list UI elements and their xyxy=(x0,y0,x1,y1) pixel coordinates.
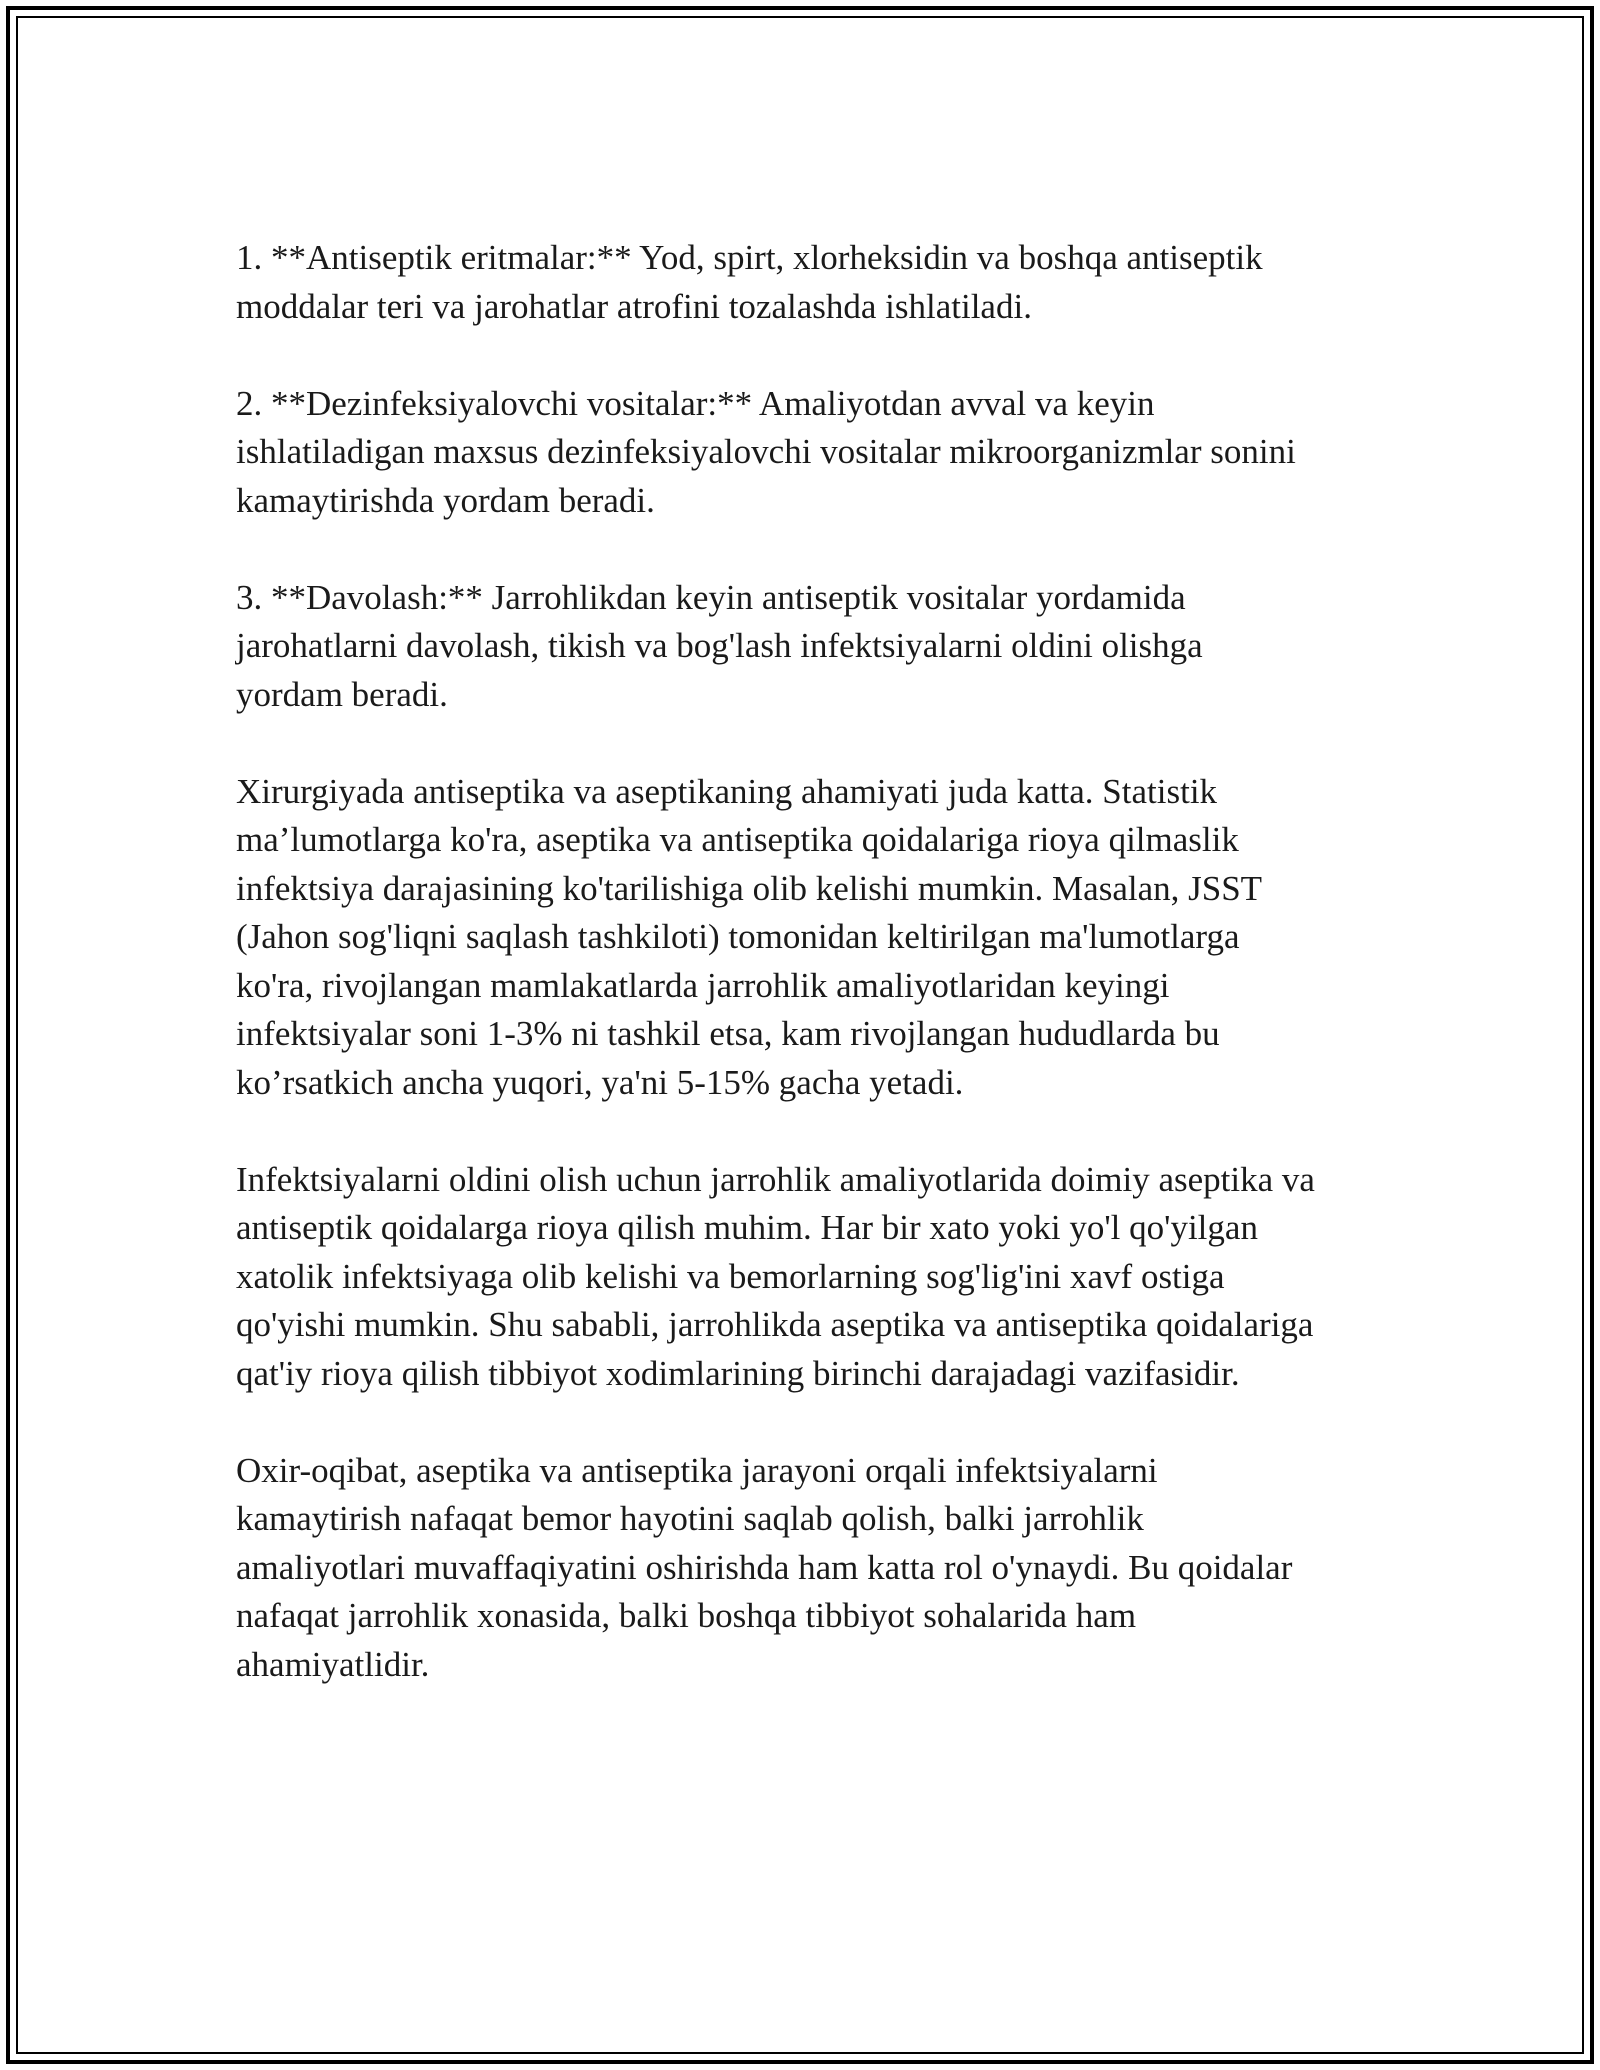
paragraph xyxy=(236,234,1376,331)
text-line: nafaqat jarrohlik xonasida, balki boshqa tibbiyot sohalarida ham xyxy=(236,1596,1137,1635)
paragraph xyxy=(236,380,1376,526)
text-line: yordam beradi. xyxy=(236,674,448,714)
text-line: qat'iy rioya qilish tibbiyot xodimlarining birinchi darajadagi vazifasidir. xyxy=(236,1353,1240,1393)
text-line: ishlatiladigan maxsus dezinfeksiyalovchi vositalar mikroorganizmlar sonini xyxy=(236,432,1296,471)
text-line: moddalar teri va jarohatlar atrofini tozalashda ishlatiladi. xyxy=(236,286,1032,326)
text-line: Infektsiyalarni oldini olish uchun jarrohlik amaliyotlarida doimiy aseptika va xyxy=(236,1159,1315,1199)
text-line: antiseptik qoidalarga rioya qilish muhim. Har bir xato yoki yo'l qo'yilgan xyxy=(236,1208,1258,1247)
text-line: kamaytirishda yordam beradi. xyxy=(236,480,655,520)
text-line: amaliyotlari muvaffaqiyatini oshirishda ham katta rol o'ynaydi. Bu qoidalar xyxy=(236,1547,1293,1587)
text-line: qo'yishi mumkin. Shu sababli, jarrohlikda aseptika va antiseptika qoidalariga xyxy=(236,1305,1314,1344)
text-line: 2. **Dezinfeksiyalovchi vositalar:** Amaliyotdan avval va keyin xyxy=(236,383,1155,423)
text-line: jarohatlarni davolash, tikish va bog'lash infektsiyalarni oldini olishga xyxy=(236,626,1203,665)
text-line: (Jahon sog'liqni saqlash tashkiloti) tomonidan keltirilgan ma'lumotlarga xyxy=(236,917,1240,956)
text-line: ahamiyatlidir. xyxy=(236,1644,430,1684)
text-line: ma’lumotlarga ko'ra, aseptika va antiseptika qoidalariga rioya qilmaslik xyxy=(236,820,1239,859)
text-line: Oxir-oqibat, aseptika va antiseptika jarayoni orqali infektsiyalarni xyxy=(236,1450,1158,1490)
paragraph xyxy=(236,768,1376,1108)
text-line: infektsiyalar soni 1-3% ni tashkil etsa, kam rivojlangan hududlarda bu xyxy=(236,1014,1220,1053)
text-line: ko’rsatkich ancha yuqori, ya'ni 5-15% gacha yetadi. xyxy=(236,1062,964,1102)
paragraph xyxy=(236,574,1376,720)
text-line: 3. **Davolash:** Jarrohlikdan keyin antiseptik vositalar yordamida xyxy=(236,577,1186,617)
text-line: xatolik infektsiyaga olib kelishi va bemorlarning sog'lig'ini xavf ostiga xyxy=(236,1256,1225,1296)
paragraph xyxy=(236,1447,1376,1690)
text-line: ko'ra, rivojlangan mamlakatlarda jarrohlik amaliyotlaridan keyingi xyxy=(236,965,1170,1005)
text-line: kamaytirish nafaqat bemor hayotini saqlab qolish, balki jarrohlik xyxy=(236,1499,1144,1538)
text-line: Xirurgiyada antiseptika va aseptikaning ahamiyati juda katta. Statistik xyxy=(236,771,1218,811)
text-line: 1. **Antiseptik eritmalar:** Yod, spirt, xlorheksidin va boshqa antiseptik xyxy=(236,238,1263,277)
paragraph xyxy=(236,1156,1376,1399)
document-body xyxy=(236,234,1376,1689)
text-line: infektsiya darajasining ko'tarilishiga olib kelishi mumkin. Masalan, JSST xyxy=(236,868,1263,908)
